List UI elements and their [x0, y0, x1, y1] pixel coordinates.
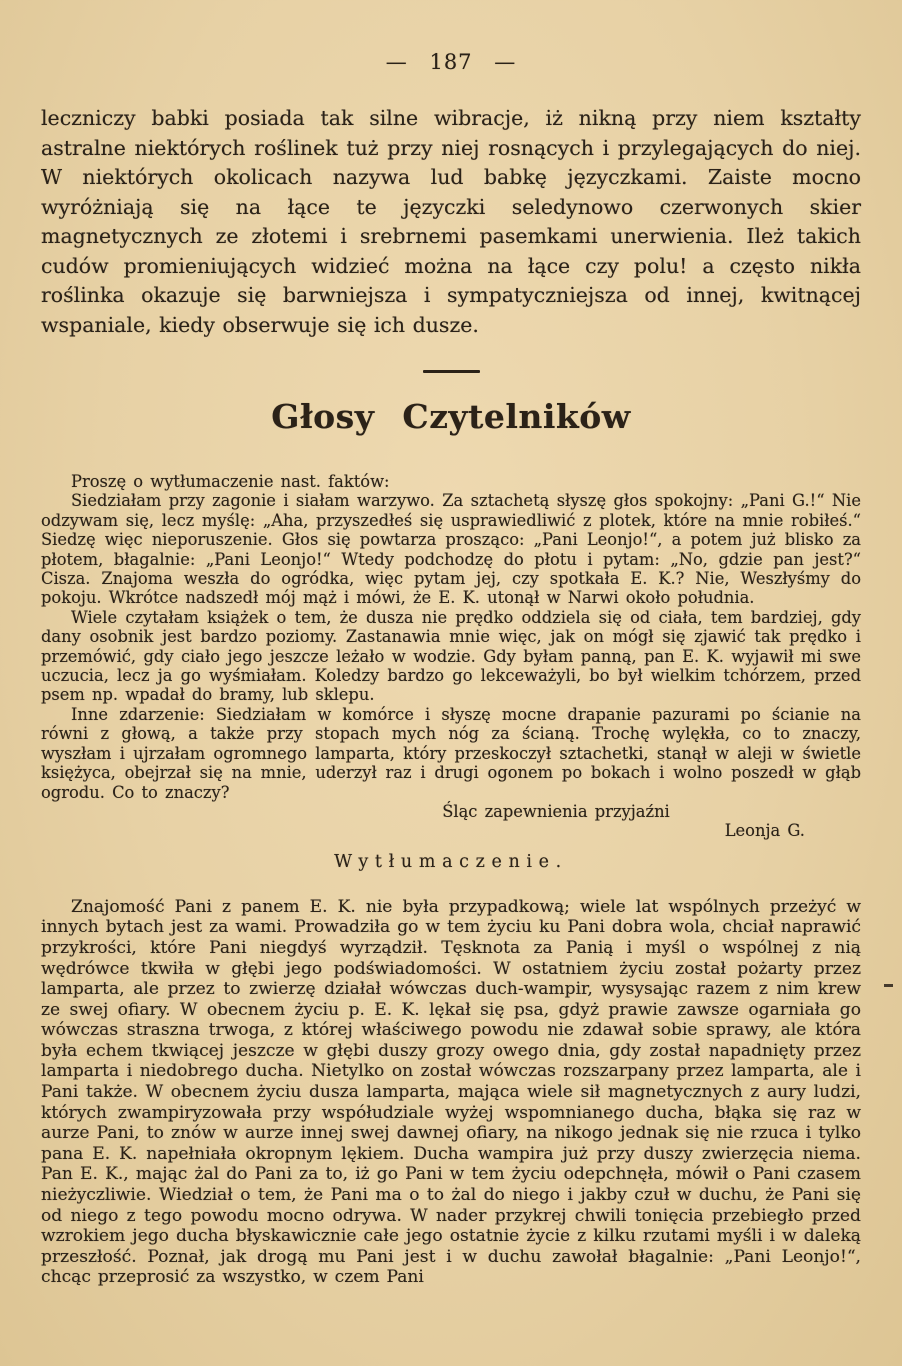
- letter-paragraph: Wiele czytałam książek o tem, że dusza nie prędko oddziela się od ciała, tem bardziej, gdy dany osobnik jest bardzo poziomy. Zastanawia mnie więc, jak on mógł się zjawić tak prędko i przemówić, gdy ciało jego jeszcze leżało w wodzie. Gdy byłam panną, pan E. K. wyjawił mi swe uczucia, lecz ja go wyśmiałam. Koledzy bardzo go lekceważyli, bo był wielkim tchórzem, przed psem np. wpadał do bramy, lub sklepu.: [41, 607, 861, 705]
- section-divider: [423, 370, 480, 373]
- margin-dash-mark: [884, 984, 893, 987]
- letter-request-line: Proszę o wytłumaczenie nast. faktów:: [71, 472, 390, 491]
- letter-paragraph: Inne zdarzenie: Siedziałam w komórce i słyszę mocne drapanie pazurami po ścianie na równi z głową, a także przy stopach mych nóg za ścianą. Trochę wylękła, co to znaczy, wyszłam i ujrzałam ogromnego lamparta, który przeskoczył sztachetki, stanął w aleji w świetle księżyca, obejrzał się na mnie, uderzył raz i drugi ogonem po bokach i wolno poszedł w głąb ogrodu. Co to znaczy?: [41, 704, 861, 802]
- section-heading: Głosy Czytelników: [271, 397, 631, 436]
- explanation-paragraph: Znajomość Pani z panem E. K. nie była przypadkową; wiele lat wspólnych przeżyć w innych bytach jest za wami. Prowadziła go w tem życiu ku Pani dobra wola, chciał naprawić przykrości, które Pani niegdyś wyrządził. Tęsknota za Panią i myśl o wspólnej z nią wędrówce tkwiła w głębi jego podświadomości. W ostatniem życiu został pożarty przez lamparta, ale przez to zwierzę działał wówczas duch-wampir, wysysając razem z nim krew ze swej ofiary. W obecnem życiu p. E. K. lękał się psa, gdyż prawie zawsze ogarniała go wówczas straszna trwoga, z której właściwego powodu nie zdawał sobie sprawy, ale która była echem tkwiącej jeszcze w głębi duszy grozy owego dnia, gdy został napadnięty przez lamparta i niedobrego ducha. Nietylko on został wówczas rozszarpany przez lamparta, ale i Pani także. W obecnem życiu dusza lamparta, mająca wiele sił magnetycznych z aury ludzi, których zwampiryzowała przy współudziale wyżej wspomnianego ducha, błąka się raz w aurze Pani, to znów w aurze innej swej dawnej ofiary, na nikogo jednak się nie rzuca i tylko pana E. K. napełniała okropnym lękiem. Ducha wampira już przy duszy zwierzęcia niema. Pan E. K., mając żal do Pani za to, iż go Pani w tem życiu odepchnęła, mówił o Pani czasem nieżyczliwie. Wiedział o tem, że Pani ma o to żal do niego i jakby czuł w duchu, że Pani się od niego z tego powodu mocno odrywa. W nader przykrej chwili tonięcia przebiegło przed wzrokiem jego ducha błyskawicznie całe jego ostatnie życie z kilku rzutami myśli i w daleką przeszłość. Poznał, jak drogą mu Pani jest i w duchu zawołał błagalnie: „Pani Leonjo!“, chcąc przeprosić za wszystko, w czem Pani: [41, 896, 861, 1288]
- explanation-heading: Wytłumaczenie.: [334, 851, 568, 872]
- letter-closing: Śląc zapewnienia przyjaźni: [442, 801, 670, 821]
- page-number: — 187 —: [385, 50, 517, 74]
- letter-paragraph: Siedziałam przy zagonie i siałam warzywo. Za sztachetą słyszę głos spokojny: „Pani G.!“ Nie odzywam się, lecz myślę: „Aha, przyszedłeś się usprawiedliwić z plotek, które na mnie robiłeś.“ Siedzę więc nieporuszenie. Głos się powtarza prosząco: „Pani Leonjo!“, a potem już blisko za płotem, błagalnie: „Pani Leonjo!“ Wtedy podchodzę do płotu i pytam: „No, gdzie pan jest?“ Cisza. Znajoma weszła do ogródka, więc pytam jej, czy spotkała E. K.? Nie, Weszłyśmy do pokoju. Wkrótce nadszedł mój mąż i mówi, że E. K. utonął w Narwi około południa.: [41, 491, 861, 608]
- letter-block: [41, 472, 861, 841]
- letter-signature: Leonja G.: [724, 821, 805, 841]
- intro-paragraph: leczniczy babki posiada tak silne wibracje, iż nikną przy niem kształty astralne niektórych roślinek tuż przy niej rosnących i przylegających do niej. W niektórych okolicach nazywa lud babkę języczkami. Zaiste mocno wyróżniają się na łące te języczki seledynowo czerwonych skier magnetycznych ze złotemi i srebrnemi pasemkami unerwienia. Ileż takich cudów promieniujących widzieć można na łące czy polu! a często nikła roślinka okazuje się barwniejsza i sympatyczniejsza od innej, kwitnącej wspaniale, kiedy obserwuje się ich dusze.: [41, 106, 861, 337]
